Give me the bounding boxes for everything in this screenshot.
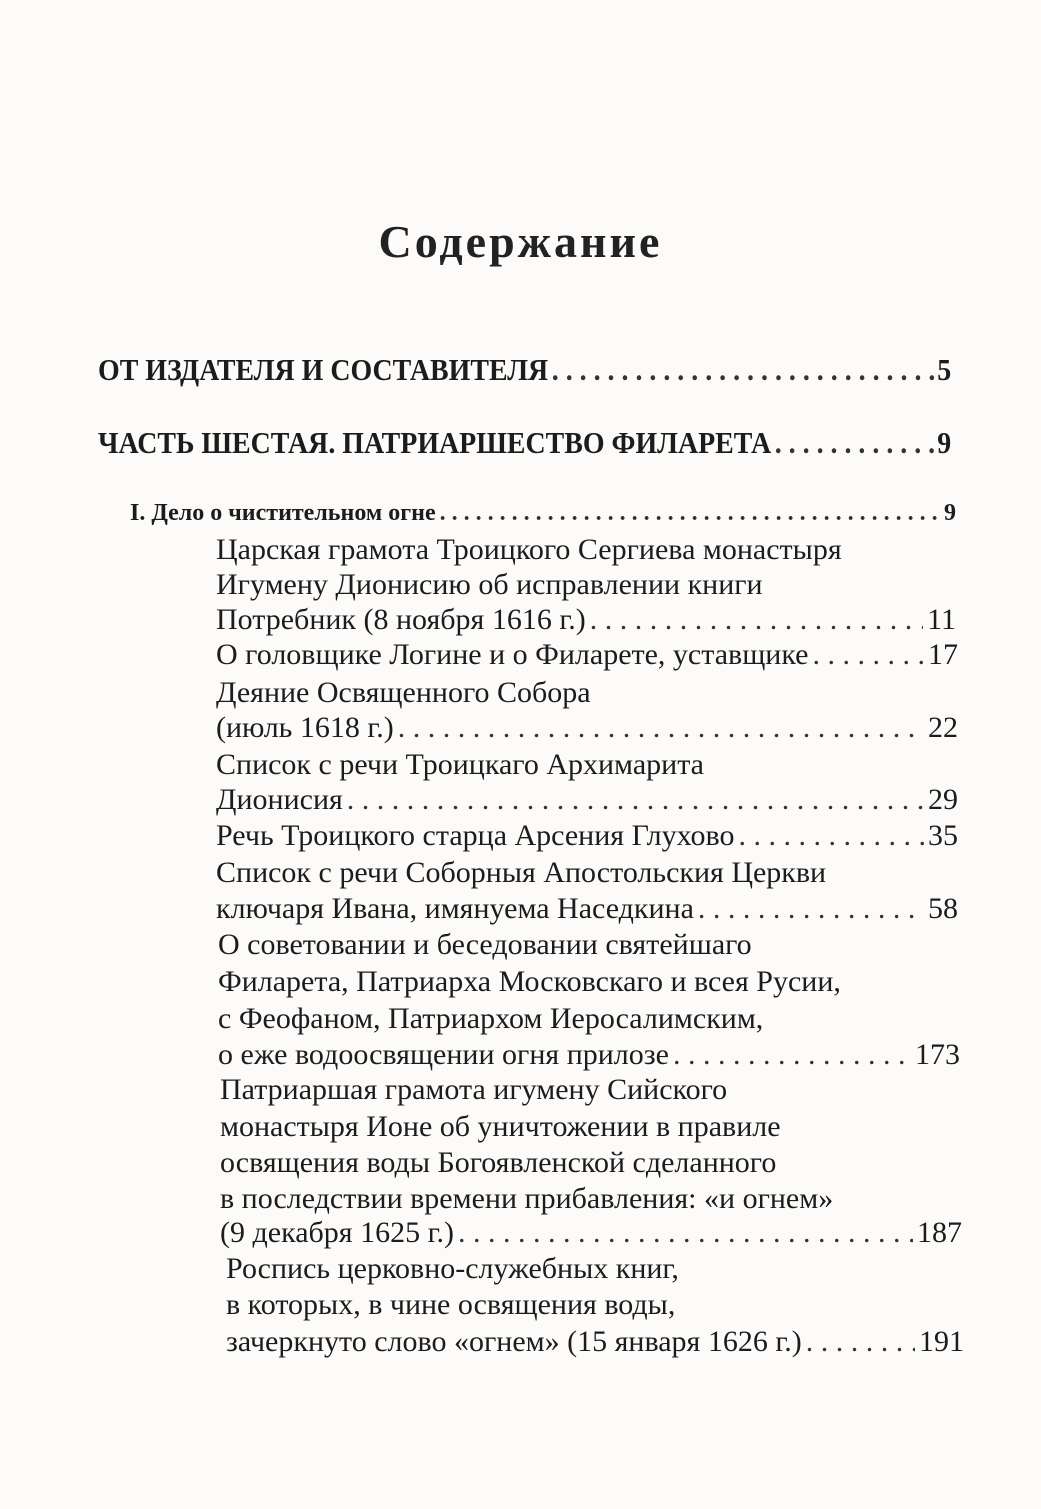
toc-leader-dots <box>673 1038 911 1072</box>
toc-entry-title: (9 декабря 1625 г.) <box>220 1216 454 1249</box>
toc-leader-dots <box>590 603 923 637</box>
toc-page-number: 29 <box>928 783 958 816</box>
toc-entry-title: ОТ ИЗДАТЕЛЯ И СОСТАВИТЕЛЯ <box>98 352 549 387</box>
toc-leader-dots <box>398 711 924 745</box>
toc-page-number: 191 <box>919 1325 964 1358</box>
toc-entry <box>220 1216 962 1250</box>
toc-leader-dots <box>552 352 934 388</box>
toc-page-number: 173 <box>915 1038 960 1071</box>
toc-entry <box>98 425 951 461</box>
toc-leader-dots <box>806 1325 915 1359</box>
toc-entry-line: Деяние Освященного Собора <box>216 676 591 709</box>
toc-entry-title: (июль 1618 г.) <box>216 711 394 744</box>
toc-entry-title: ЧАСТЬ ШЕСТАЯ. ПАТРИАРШЕСТВО ФИЛАРЕТА <box>98 425 772 460</box>
toc-entry-title: Речь Троицкого старца Арсения Глухово <box>216 819 735 852</box>
toc-page-number: 11 <box>927 603 956 636</box>
toc-page-number: 58 <box>928 892 958 925</box>
toc-leader-dots <box>698 892 924 926</box>
toc-page-number: 9 <box>944 500 956 526</box>
toc-page-number: 17 <box>928 638 958 671</box>
toc-entry-line: Царская грамота Троицкого Сергиева монастыря <box>216 533 842 566</box>
toc-page-number: 35 <box>928 819 958 852</box>
toc-entry-line: Патриаршая грамота игумену Сийского <box>220 1073 728 1106</box>
toc-entry-line: Список с речи Соборныя Апостольския Церкви <box>216 856 827 889</box>
toc-entry-line: Роспись церковно-служебных книг, <box>226 1252 679 1285</box>
toc-entry <box>218 1038 960 1072</box>
toc-entry-line: освящения воды Богоявленской сделанного <box>220 1146 777 1179</box>
toc-entry-title: Дионисия <box>216 783 343 816</box>
toc-entry-title: ключаря Ивана, имянуема Наседкина <box>216 892 694 925</box>
toc-entry-line: Список с речи Троицкаго Архимарита <box>216 748 704 781</box>
toc-entry-title: I. Дело о чистительном огне <box>130 500 436 526</box>
toc-leader-dots <box>458 1216 913 1250</box>
toc-entry-line: Филарета, Патриарха Московскаго и всея Русии, <box>218 965 841 998</box>
toc-entry <box>130 500 956 527</box>
toc-entry <box>216 638 958 672</box>
toc-entry-line: О советовании и беседовании святейшаго <box>218 928 752 961</box>
toc-entry-line: монастыря Ионе об уничтожении в правиле <box>220 1110 781 1143</box>
toc-page-number: 22 <box>928 711 958 744</box>
toc-entry <box>216 819 958 853</box>
toc-leader-dots <box>775 425 934 461</box>
toc-entry-line: Игумену Дионисию об исправлении книги <box>216 568 763 601</box>
toc-leader-dots <box>347 783 924 817</box>
toc-entry-line: с Феофаном, Патриархом Иеросалимским, <box>218 1002 764 1035</box>
toc-page-number: 187 <box>917 1216 962 1249</box>
toc-entry-title: зачеркнуто слово «огнем» (15 января 1626 г.) <box>226 1325 802 1358</box>
toc-entry-title: О головщике Логине и о Филарете, уставщике <box>216 638 809 671</box>
toc-entry-line: в последствии времени прибавления: «и огнем» <box>220 1182 834 1215</box>
toc-leader-dots <box>813 638 925 672</box>
toc-leader-dots <box>440 500 940 527</box>
toc-entry-line: в которых, в чине освящения воды, <box>226 1288 676 1321</box>
toc-entry <box>98 352 951 388</box>
toc-entry <box>216 783 958 817</box>
toc-page-number: 5 <box>937 352 952 387</box>
page-title: Содержание <box>378 216 663 267</box>
toc-page-number: 9 <box>937 425 952 460</box>
toc-entry-title: о еже водоосвящении огня прилозе <box>218 1038 669 1071</box>
toc-entry <box>216 603 956 637</box>
toc-entry <box>216 892 958 926</box>
toc-leader-dots <box>738 819 924 853</box>
toc-entry <box>216 711 958 745</box>
toc-entry <box>226 1325 964 1359</box>
toc-entry-title: Потребник (8 ноября 1616 г.) <box>216 603 586 636</box>
